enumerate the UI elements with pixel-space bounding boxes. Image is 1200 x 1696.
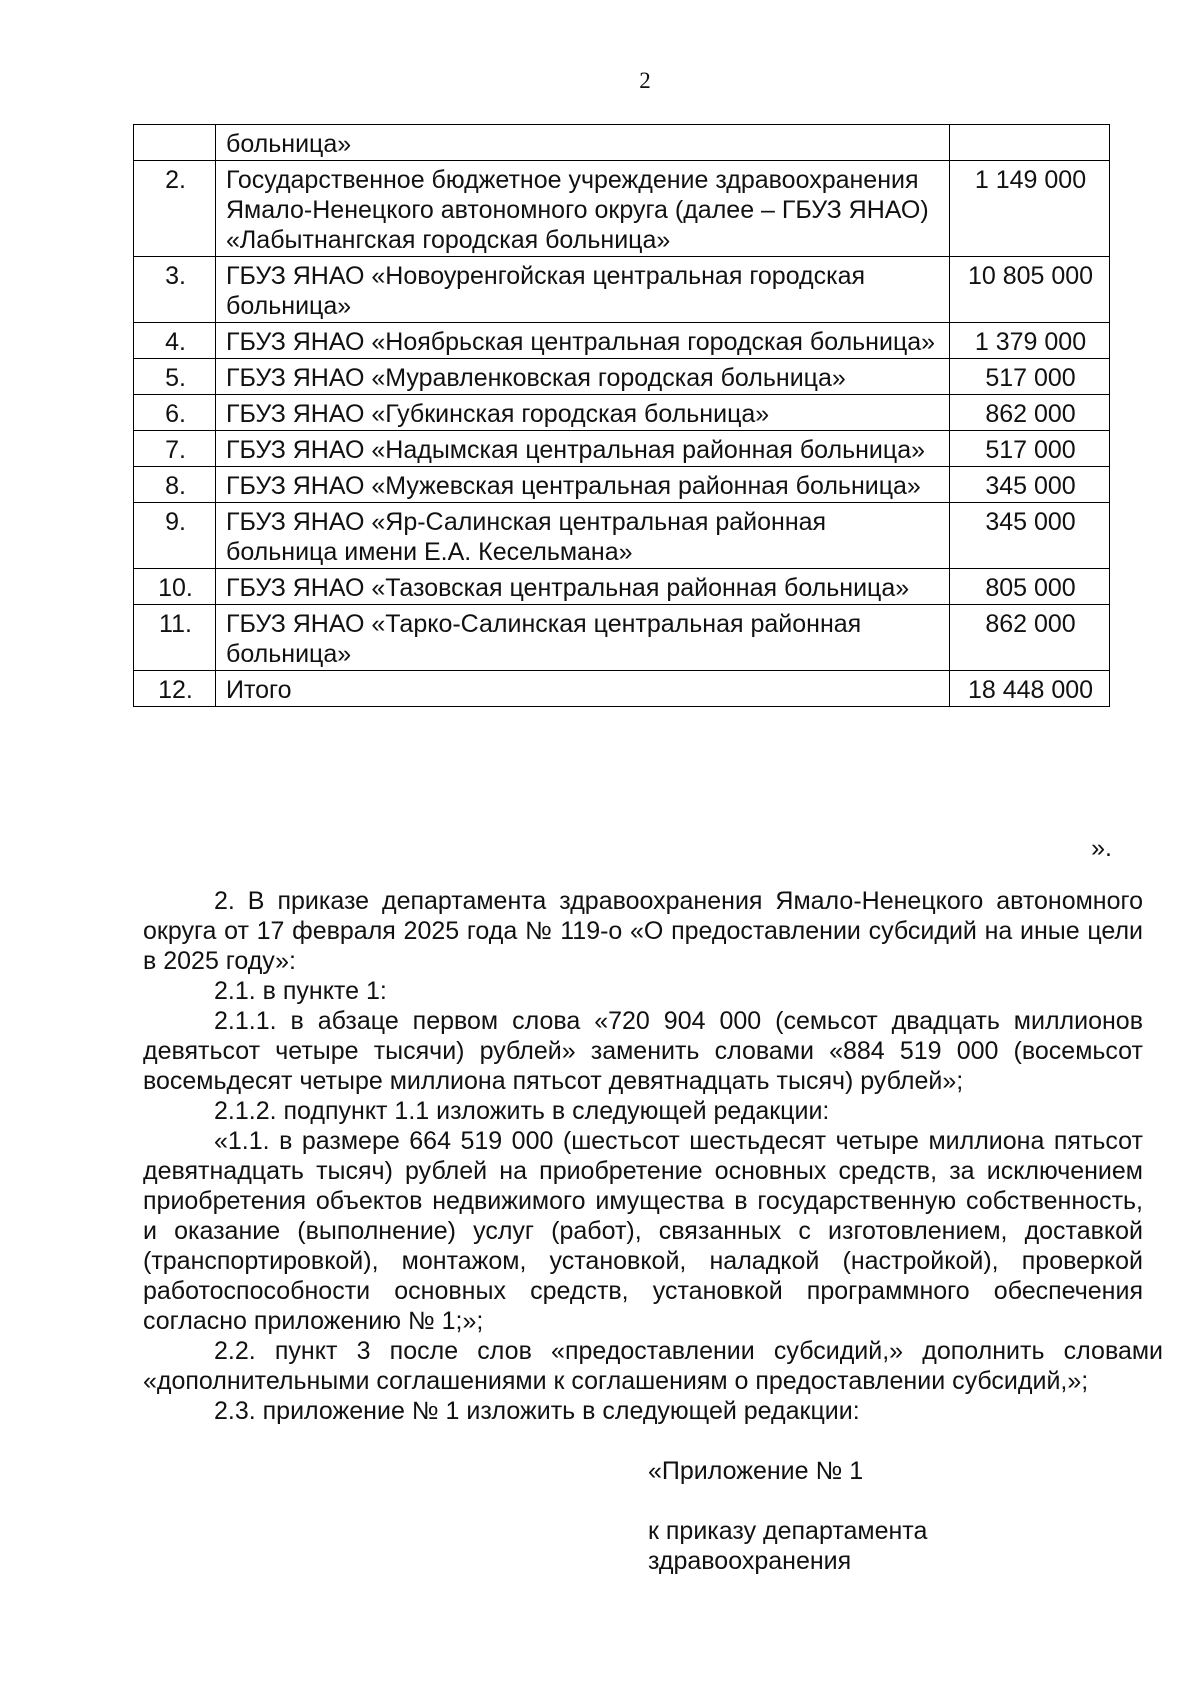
amount-cell: 1 149 000 [950,161,1110,257]
organization-name-cell: ГБУЗ ЯНАО «Мужевская центральная районная больница» [216,467,950,503]
organization-name-cell: ГБУЗ ЯНАО «Ноябрьская центральная городская больница» [216,323,950,359]
row-number-cell: 9. [134,503,216,569]
paragraph-2-1-2: 2.1.2. подпункт 1.1 изложить в следующей редакции: [214,1097,830,1125]
table-row [134,605,1110,671]
closing-quote: ». [1091,834,1112,862]
amount-cell: 10 805 000 [950,257,1110,323]
amount-cell: 345 000 [950,467,1110,503]
row-number-cell: 6. [134,395,216,431]
amount-cell: 805 000 [950,569,1110,605]
paragraph-2-1-1: 2.1.1. в абзаце первом слова «720 904 000 (семьсот двадцать миллионов девятьсот четыре тысячи) рублей» заменить словами «884 519 000 (восемьсот восемьдесят четыре миллиона пятьсот девятнадцать тысяч) рублей»; [143,1007,1143,1095]
table-row [134,257,1110,323]
organization-name-cell: Государственное бюджетное учреждение здравоохранения Ямало-Ненецкого автономного округа (далее – ГБУЗ ЯНАО) «Лабытнангская городская больница» [216,161,950,257]
table-row [134,323,1110,359]
appendix-line-2: здравоохранения [648,1547,852,1575]
row-number-cell [134,125,216,161]
organization-name-cell: ГБУЗ ЯНАО «Новоуренгойская центральная городская больница» [216,257,950,323]
row-number-cell: 11. [134,605,216,671]
organization-name-cell: ГБУЗ ЯНАО «Тазовская центральная районная больница» [216,569,950,605]
amount-cell: 862 000 [950,395,1110,431]
organization-name-cell: ГБУЗ ЯНАО «Губкинская городская больница» [216,395,950,431]
organization-name-cell: ГБУЗ ЯНАО «Надымская центральная районная больница» [216,431,950,467]
appendix-title: «Приложение № 1 [648,1457,864,1485]
organization-name-cell: ГБУЗ ЯНАО «Муравленковская городская больница» [216,359,950,395]
amount-cell: 517 000 [950,431,1110,467]
row-number-cell: 3. [134,257,216,323]
appendix-line-1: к приказу департамента [648,1517,928,1545]
table-row [134,569,1110,605]
paragraph-2-2: 2.2. пункт 3 после слов «предоставлении субсидий,» дополнить словами «дополнительными соглашениями к соглашениям о предоставлении субсидий,»; [143,1337,1163,1395]
paragraph-1-1-quote: «1.1. в размере 664 519 000 (шестьсот шестьдесят четыре миллиона пятьсот девятнадцать тысяч) рублей на приобретение основных средств, за исключением приобретения объектов недвижимого имущества в государственную собственность, и оказание (выполнение) услуг (работ), связанных с изготовлением, доставкой (транспортировкой), монтажом, установкой, наладкой (настройкой), проверкой работоспособности основных средств, установкой программного обеспечения согласно приложению № 1;»; [143,1127,1143,1335]
row-number-cell: 12. [134,671,216,707]
table-row [134,359,1110,395]
subsidy-table [133,124,1110,707]
amount-cell: 345 000 [950,503,1110,569]
page-number: 2 [639,68,651,93]
amount-cell: 18 448 000 [950,671,1110,707]
organization-name-cell: Итого [216,671,950,707]
row-number-cell: 7. [134,431,216,467]
paragraph-2-1: 2.1. в пункте 1: [214,977,387,1005]
table-row [134,125,1110,161]
organization-name-cell: ГБУЗ ЯНАО «Тарко-Салинская центральная районная больница» [216,605,950,671]
subsidy-table-body [134,125,1110,707]
table-row [134,503,1110,569]
row-number-cell: 8. [134,467,216,503]
table-row [134,395,1110,431]
paragraph-2-3: 2.3. приложение № 1 изложить в следующей редакции: [214,1397,860,1425]
amount-cell: 517 000 [950,359,1110,395]
table-row [134,431,1110,467]
row-number-cell: 10. [134,569,216,605]
row-number-cell: 5. [134,359,216,395]
row-number-cell: 2. [134,161,216,257]
organization-name-cell: ГБУЗ ЯНАО «Яр-Салинская центральная районная больница имени Е.А. Кесельмана» [216,503,950,569]
amount-cell: 1 379 000 [950,323,1110,359]
paragraph-2: 2. В приказе департамента здравоохранения Ямало-Ненецкого автономного округа от 17 февраля 2025 года № 119-о «О предоставлении субсидий на иные цели в 2025 году»: [143,887,1143,975]
amount-cell: 862 000 [950,605,1110,671]
table-row [134,671,1110,707]
table-row [134,161,1110,257]
table-row [134,467,1110,503]
organization-name-cell: больница» [216,125,950,161]
amount-cell [950,125,1110,161]
row-number-cell: 4. [134,323,216,359]
